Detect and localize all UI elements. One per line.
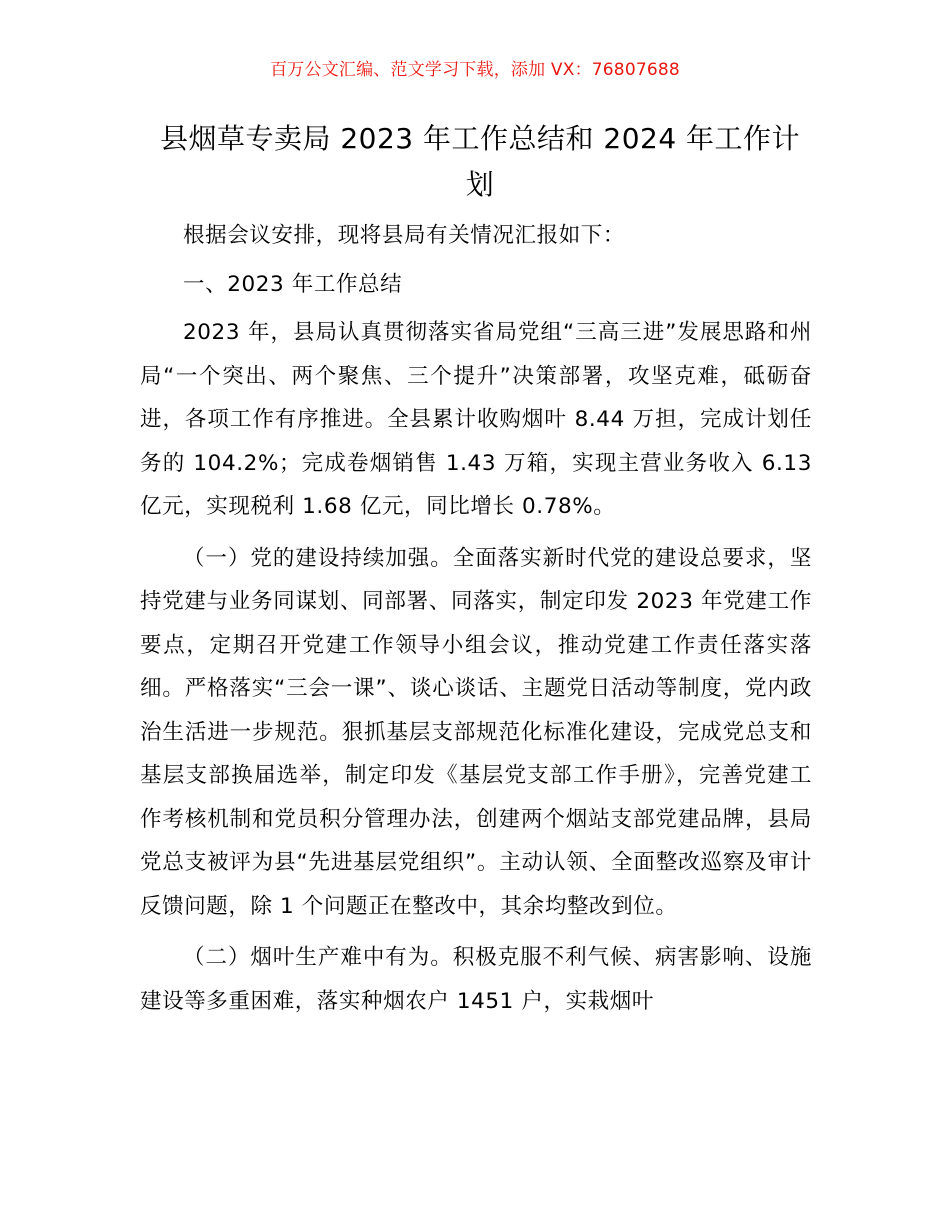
- tobacco-production-paragraph: （二）烟叶生产难中有为。积极克服不利气候、病害影响、设施建设等多重困难，落实种烟农户 1451 户，实栽烟叶: [140, 945, 812, 1014]
- summary-paragraph: 2023 年，县局认真贯彻落实省局党组“三高三进”发展思路和州局“一个突出、两个聚焦、三个提升”决策部署，攻坚克难，砥砺奋进，各项工作有序推进。全县累计收购烟叶 8.44 万担，完成计划任务的 104.2%；完成卷烟销售 1.43 万箱，实现主营业务收入 6.13 亿元，实现税利 1.68 亿元，同比增长 0.78%。: [140, 320, 812, 519]
- intro-paragraph: 根据会议安排，现将县局有关情况汇报如下：: [183, 223, 626, 248]
- document-body: [140, 214, 812, 1023]
- section-heading: 一、2023 年工作总结: [183, 271, 403, 297]
- watermark-banner: 百万公文汇编、范文学习下载，添加 VX：76807688: [270, 60, 680, 80]
- party-building-paragraph: （一）党的建设持续加强。全面落实新时代党的建设总要求，坚持党建与业务同谋划、同部署、同落实，制定印发 2023 年党建工作要点，定期召开党建工作领导小组会议，推动党建工作责任落实落细。严格落实“三会一课”、谈心谈话、主题党日活动等制度，党内政治生活进一步规范。狠抓基层支部规范化标准化建设，完成党总支和基层支部换届选举，制定印发《基层党支部工作手册》，完善党建工作考核机制和党员积分管理办法，创建两个烟站支部党建品牌，县局党总支被评为县“先进基层党组织”。主动认领、全面整改巡察及审计反馈问题，除 1 个问题正在整改中，其余均整改到位。: [140, 545, 812, 919]
- document-title: 县烟草专卖局 2023 年工作总结和 2024 年工作计划: [159, 122, 801, 201]
